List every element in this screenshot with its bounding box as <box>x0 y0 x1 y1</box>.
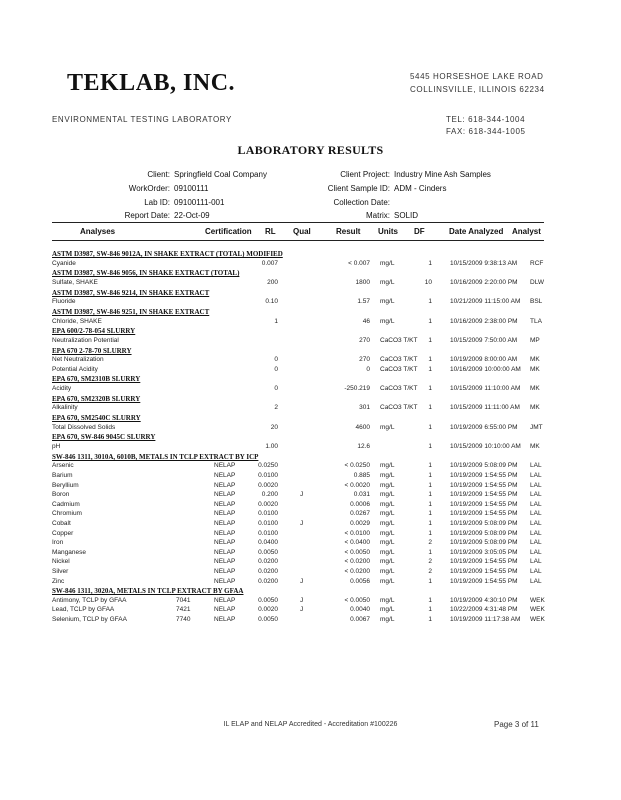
cell-analyte: Selenium, TCLP by GFAA <box>52 616 127 623</box>
cell-analyte: Boron <box>52 491 70 499</box>
section-title: EPA 670, SM2540C SLURRY <box>52 414 141 422</box>
cell-rl: 0.0020 <box>258 481 278 489</box>
cell-analyte: Acidity <box>52 385 72 393</box>
cell-analyte: Beryllium <box>52 481 79 489</box>
cell-rl: 0.0050 <box>258 548 278 556</box>
cell-result: 0.031 <box>353 491 370 499</box>
cell-rl: 20 <box>270 423 278 431</box>
cell-df: 1 <box>428 596 432 604</box>
cell-analyst: WEK <box>530 606 545 614</box>
cell-qual: J <box>300 577 304 585</box>
cell-date: 10/19/2009 1:54:55 PM <box>450 500 518 508</box>
cell-date: 10/19/2009 4:30:10 PM <box>450 596 518 604</box>
result-row <box>52 501 544 511</box>
cell-result: < 0.0020 <box>344 481 370 489</box>
sample-id-value: ADM - Cinders <box>394 184 447 193</box>
cell-rl: 0.0100 <box>258 519 278 527</box>
cell-cert: NELAP <box>214 491 236 499</box>
result-row <box>52 443 544 453</box>
cell-df: 1 <box>428 491 432 499</box>
cell-cert: NELAP <box>214 616 236 623</box>
section-title: EPA 600/2-78-054 SLURRY <box>52 327 136 336</box>
result-row <box>52 385 544 395</box>
cell-units: mg/L <box>380 298 395 306</box>
result-row <box>52 520 544 530</box>
cell-result: < 0.0050 <box>344 596 370 604</box>
report-date-value: 22-Oct-09 <box>174 211 210 220</box>
cell-analyst: LAL <box>530 500 542 508</box>
cell-units: mg/L <box>380 616 395 623</box>
cell-result: < 0.0250 <box>344 462 370 470</box>
result-row <box>52 568 544 578</box>
cell-rl: 0.200 <box>261 491 278 499</box>
result-row <box>52 597 544 607</box>
col-qual: Qual <box>293 227 311 236</box>
header-top-rule <box>52 222 544 223</box>
cell-cert: NELAP <box>214 462 236 470</box>
result-row <box>52 318 544 328</box>
cell-result: 0.0006 <box>350 500 370 508</box>
cell-units: mg/L <box>380 279 395 286</box>
cell-result: -250.219 <box>344 385 370 393</box>
cell-analyst: MK <box>530 443 540 450</box>
cell-cert: NELAP <box>214 500 236 508</box>
cell-analyte: Alkalinity <box>52 404 78 412</box>
cell-df: 1 <box>428 548 432 556</box>
cell-result: 0.0040 <box>350 606 370 614</box>
cell-df: 1 <box>428 336 432 344</box>
result-row <box>52 558 544 568</box>
cell-rl: 0.0200 <box>258 577 278 585</box>
cell-analyst: LAL <box>530 491 542 499</box>
cell-date: 10/19/2009 1:54:55 PM <box>450 471 518 479</box>
cell-result: < 0.007 <box>348 259 370 267</box>
cell-units: CaCO3 T/KT <box>380 404 418 412</box>
cell-qual: J <box>300 606 304 614</box>
labid-label: Lab ID: <box>144 198 170 207</box>
cell-analyst: MK <box>530 365 540 373</box>
cell-analyte: Cyanide <box>52 259 76 267</box>
cell-rl: 0.0400 <box>258 539 278 547</box>
cell-analyte: pH <box>52 443 61 450</box>
cell-result: 0.0267 <box>350 510 370 518</box>
cell-df: 1 <box>428 606 432 614</box>
cell-result: 270 <box>359 336 370 344</box>
cell-analyte: Cadmium <box>52 500 80 508</box>
cell-df: 1 <box>428 616 432 623</box>
cell-analyst: LAL <box>530 567 542 575</box>
result-row <box>52 366 544 376</box>
cell-rl: 0 <box>274 365 278 373</box>
cell-analyst: JMT <box>530 423 543 431</box>
section-title: ASTM D3987, SW-846 9012A, IN SHAKE EXTRACT (TOTAL) MODIFIED <box>52 250 283 258</box>
cell-date: 10/16/2009 2:38:00 PM <box>450 317 518 325</box>
section-title: EPA 670 2-78-70 SLURRY <box>52 346 132 355</box>
cell-result: < 0.0100 <box>344 529 370 537</box>
cell-units: mg/L <box>380 510 395 518</box>
cell-qual: J <box>300 596 304 604</box>
cell-cert: NELAP <box>214 539 236 547</box>
cell-rl: 0.10 <box>265 298 278 306</box>
col-rl: RL <box>265 227 276 236</box>
cell-units: mg/L <box>380 577 395 585</box>
cell-analyte: Antimony, TCLP by GFAA <box>52 596 127 604</box>
result-row <box>52 510 544 520</box>
cell-units: CaCO3 T/KT <box>380 356 418 364</box>
cell-result: < 0.0200 <box>344 567 370 575</box>
cell-rl: 2 <box>274 404 278 412</box>
cell-units: mg/L <box>380 567 395 575</box>
cell-date: 10/19/2009 5:08:09 PM <box>450 462 518 470</box>
cell-cert: NELAP <box>214 606 236 614</box>
col-df: DF <box>414 227 425 236</box>
company-address-line2: COLLINSVILLE, ILLINOIS 62234 <box>410 85 545 94</box>
cell-units: mg/L <box>380 558 395 566</box>
cell-analyte: Iron <box>52 539 64 547</box>
cell-result: 0.0067 <box>350 616 370 623</box>
cell-date: 10/19/2009 1:54:55 PM <box>450 481 518 489</box>
cell-df: 1 <box>428 481 432 489</box>
cell-date: 10/15/2009 9:38:13 AM <box>450 259 518 267</box>
cell-df: 10 <box>424 279 432 286</box>
cell-rl: 0.0200 <box>258 567 278 575</box>
company-address-line1: 5445 HORSESHOE LAKE ROAD <box>410 72 544 81</box>
cell-df: 1 <box>428 577 432 585</box>
cell-analyte: Nickel <box>52 558 70 566</box>
result-row <box>52 549 544 559</box>
cell-date: 10/19/2009 8:00:00 AM <box>450 356 518 364</box>
cell-df: 1 <box>428 404 432 412</box>
cell-cert: NELAP <box>214 519 236 527</box>
cell-qual: J <box>300 491 304 499</box>
cell-df: 1 <box>428 519 432 527</box>
cell-analyte: Neutralization Potential <box>52 336 119 344</box>
cell-rl: 0.0250 <box>258 462 278 470</box>
cell-date: 10/19/2009 1:54:55 PM <box>450 510 518 518</box>
header-bottom-rule <box>52 240 544 241</box>
cell-analyte: Cobalt <box>52 519 71 527</box>
cell-qual: J <box>300 519 304 527</box>
cell-analyte: Lead, TCLP by GFAA <box>52 606 115 614</box>
cell-df: 1 <box>428 356 432 364</box>
cell-rl: 0 <box>274 356 278 364</box>
cell-analyst: LAL <box>530 529 542 537</box>
cell-df: 2 <box>428 567 432 575</box>
cell-cert: NELAP <box>214 471 236 479</box>
company-fax: FAX: 618-344-1005 <box>446 127 526 136</box>
cell-units: CaCO3 T/KT <box>380 385 418 393</box>
cell-analyst: LAL <box>530 548 542 556</box>
cell-df: 1 <box>428 259 432 267</box>
cell-analyst: MP <box>530 336 540 344</box>
result-row <box>52 424 544 434</box>
cell-units: mg/L <box>380 606 395 614</box>
project-value: Industry Mine Ash Samples <box>394 170 491 179</box>
col-units: Units <box>378 227 398 236</box>
cell-date: 10/19/2009 3:05:05 PM <box>450 548 518 556</box>
cell-units: mg/L <box>380 259 395 267</box>
cell-result: 1.57 <box>357 298 370 306</box>
cell-analyst: LAL <box>530 577 542 585</box>
cell-units: CaCO3 T/KT <box>380 365 418 373</box>
matrix-label: Matrix: <box>366 211 390 220</box>
collection-date-label: Collection Date: <box>333 198 390 207</box>
sample-id-label: Client Sample ID: <box>327 184 390 193</box>
result-row <box>52 260 544 270</box>
cell-date: 10/15/2009 11:10:00 AM <box>450 385 521 393</box>
cell-date: 10/19/2009 5:08:09 PM <box>450 529 518 537</box>
cell-analyte: Silver <box>52 567 69 575</box>
cell-date: 10/19/2009 1:54:55 PM <box>450 558 518 566</box>
cell-analyte: Fluoride <box>52 298 76 306</box>
cell-cert: NELAP <box>214 567 236 575</box>
cell-cert: NELAP <box>214 529 236 537</box>
cell-date: 10/19/2009 11:17:38 AM <box>450 616 521 623</box>
cell-analyst: LAL <box>530 481 542 489</box>
cell-cert: NELAP <box>214 510 236 518</box>
cell-df: 1 <box>428 317 432 325</box>
cell-analyte: Manganese <box>52 548 86 556</box>
result-row <box>52 482 544 492</box>
cell-cert: NELAP <box>214 577 236 585</box>
cell-cert: NELAP <box>214 548 236 556</box>
result-row <box>52 530 544 540</box>
cell-result: 12.6 <box>357 443 370 450</box>
cell-analyte: Net Neutralization <box>52 356 104 364</box>
cell-ext: 7740 <box>176 616 191 623</box>
cell-date: 10/16/2009 10:00:00 AM <box>450 365 521 373</box>
cell-date: 10/15/2009 7:50:00 AM <box>450 336 518 344</box>
cell-date: 10/15/2009 10:10:00 AM <box>450 443 521 450</box>
section-title: ASTM D3987, SW-846 9056, IN SHAKE EXTRACT (TOTAL) <box>52 269 240 278</box>
cell-units: mg/L <box>380 423 395 431</box>
cell-rl: 1 <box>274 317 278 325</box>
cell-rl: 0.0020 <box>258 606 278 614</box>
cell-rl: 0.0100 <box>258 529 278 537</box>
cell-units: mg/L <box>380 500 395 508</box>
cell-analyst: WEK <box>530 596 545 604</box>
cell-result: < 0.0050 <box>344 548 370 556</box>
cell-analyte: Chloride, SHAKE <box>52 317 102 325</box>
cell-cert: NELAP <box>214 596 236 604</box>
cell-analyte: Total Dissolved Solids <box>52 423 116 431</box>
cell-analyst: BSL <box>530 298 543 306</box>
cell-cert: NELAP <box>214 481 236 489</box>
cell-units: mg/L <box>380 471 395 479</box>
cell-units: mg/L <box>380 481 395 489</box>
section-title: ASTM D3987, SW-846 9251, IN SHAKE EXTRACT <box>52 307 210 316</box>
result-row <box>52 462 544 472</box>
cell-analyst: MK <box>530 356 540 364</box>
cell-df: 1 <box>428 385 432 393</box>
cell-df: 1 <box>428 462 432 470</box>
cell-rl: 0.0100 <box>258 471 278 479</box>
cell-result: 4600 <box>355 423 370 431</box>
result-row <box>52 539 544 549</box>
cell-df: 1 <box>428 443 432 450</box>
cell-result: 301 <box>359 404 370 412</box>
workorder-value: 09100111 <box>174 184 209 193</box>
cell-analyst: LAL <box>530 539 542 547</box>
cell-date: 10/19/2009 1:54:55 PM <box>450 577 518 585</box>
cell-analyte: Sulfate, SHAKE <box>52 279 98 286</box>
report-date-label: Report Date: <box>124 211 170 220</box>
cell-units: mg/L <box>380 317 395 325</box>
result-row <box>52 356 544 366</box>
cell-analyst: MK <box>530 404 540 412</box>
cell-analyte: Copper <box>52 529 74 537</box>
cell-analyst: LAL <box>530 558 542 566</box>
cell-analyst: LAL <box>530 471 542 479</box>
cell-rl: 0.0200 <box>258 558 278 566</box>
cell-analyst: WEK <box>530 616 545 623</box>
workorder-label: WorkOrder: <box>128 184 170 193</box>
cell-result: 46 <box>362 317 370 325</box>
cell-date: 10/22/2009 4:31:48 PM <box>450 606 518 614</box>
cell-analyst: RCF <box>530 259 544 267</box>
cell-analyst: LAL <box>530 519 542 527</box>
cell-date: 10/21/2009 11:15:00 AM <box>450 298 521 306</box>
cell-cert: NELAP <box>214 558 236 566</box>
cell-analyte: Arsenic <box>52 462 74 470</box>
col-analyses: Analyses <box>80 227 116 236</box>
cell-df: 1 <box>428 510 432 518</box>
cell-analyst: DLW <box>530 279 544 286</box>
cell-result: 0.0056 <box>350 577 370 585</box>
project-label: Client Project: <box>340 170 390 179</box>
cell-rl: 0.0050 <box>258 616 278 623</box>
cell-units: mg/L <box>380 529 395 537</box>
accreditation-note: IL ELAP and NELAP Accredited - Accreditation #100226 <box>223 721 398 728</box>
section-title: EPA 670, SM2320B SLURRY <box>52 394 141 403</box>
cell-rl: 0.0100 <box>258 510 278 518</box>
cell-date: 10/19/2009 5:08:09 PM <box>450 519 518 527</box>
cell-result: < 0.0200 <box>344 558 370 566</box>
cell-ext: 7041 <box>176 596 191 604</box>
cell-rl: 0.007 <box>261 259 278 267</box>
section-title: ASTM D3987, SW-846 9214, IN SHAKE EXTRACT <box>52 288 210 297</box>
cell-df: 1 <box>428 423 432 431</box>
cell-units: mg/L <box>380 539 395 547</box>
labid-value: 09100111-001 <box>174 198 225 207</box>
cell-df: 1 <box>428 500 432 508</box>
result-row <box>52 298 544 308</box>
cell-date: 10/19/2009 1:54:55 PM <box>450 567 518 575</box>
cell-rl: 0 <box>274 385 278 393</box>
cell-analyte: Potential Acidity <box>52 365 98 373</box>
cell-analyte: Zinc <box>52 577 65 585</box>
cell-df: 1 <box>428 529 432 537</box>
result-row <box>52 472 544 482</box>
cell-df: 1 <box>428 365 432 373</box>
cell-units: CaCO3 T/KT <box>380 336 418 344</box>
matrix-value: SOLID <box>394 211 419 220</box>
cell-result: 1800 <box>355 279 370 286</box>
result-row <box>52 578 544 588</box>
col-certification: Certification <box>205 227 252 236</box>
result-row <box>52 279 544 289</box>
cell-ext: 7421 <box>176 606 191 614</box>
cell-rl: 0.0050 <box>258 596 278 604</box>
cell-df: 1 <box>428 298 432 306</box>
result-row <box>52 337 544 347</box>
cell-date: 10/19/2009 6:55:00 PM <box>450 423 518 431</box>
cell-result: 0.0029 <box>350 519 370 527</box>
page-number: Page 3 of 11 <box>494 720 539 729</box>
cell-rl: 200 <box>267 279 278 286</box>
cell-result: < 0.0400 <box>344 539 370 547</box>
col-result: Result <box>336 227 361 236</box>
department-name: ENVIRONMENTAL TESTING LABORATORY <box>52 115 232 124</box>
cell-units: mg/L <box>380 462 395 470</box>
result-row <box>52 616 544 626</box>
cell-analyst: MK <box>530 385 540 393</box>
cell-analyst: TLA <box>530 317 542 325</box>
section-title: EPA 670, SM2310B SLURRY <box>52 375 141 384</box>
cell-rl: 0.0020 <box>258 500 278 508</box>
cell-date: 10/19/2009 5:08:09 PM <box>450 539 518 547</box>
result-row <box>52 491 544 501</box>
cell-analyte: Barium <box>52 471 73 479</box>
client-value: Springfield Coal Company <box>174 170 267 179</box>
section-title: SW-846 1311, 3020A, METALS IN TCLP EXTRACT BY GFAA <box>52 587 244 596</box>
company-tel: TEL: 618-344-1004 <box>446 115 526 124</box>
cell-df: 1 <box>428 471 432 479</box>
col-analyst: Analyst <box>512 227 541 236</box>
col-date-analyzed: Date Analyzed <box>449 227 504 236</box>
result-row <box>52 404 544 414</box>
report-title: LABORATORY RESULTS <box>237 143 384 157</box>
company-name: TEKLAB, INC. <box>67 70 236 96</box>
cell-date: 10/16/2009 2:20:00 PM <box>450 279 518 286</box>
cell-units: mg/L <box>380 519 395 527</box>
cell-result: 270 <box>359 356 370 364</box>
cell-df: 2 <box>428 539 432 547</box>
cell-analyte: Chromium <box>52 510 82 518</box>
section-title: SW-846 1311, 3010A, 6010B, METALS IN TCLP EXTRACT BY ICP <box>52 452 259 461</box>
cell-df: 2 <box>428 558 432 566</box>
cell-units: mg/L <box>380 596 395 604</box>
cell-units: mg/L <box>380 491 395 499</box>
result-row <box>52 606 544 616</box>
cell-result: 0 <box>366 365 370 373</box>
cell-result: 0.885 <box>353 471 370 479</box>
cell-date: 10/19/2009 1:54:55 PM <box>450 491 518 499</box>
cell-analyst: LAL <box>530 510 542 518</box>
cell-date: 10/15/2009 11:11:00 AM <box>450 404 520 412</box>
cell-analyst: LAL <box>530 462 542 470</box>
cell-units: mg/L <box>380 548 395 556</box>
client-label: Client: <box>147 170 170 179</box>
cell-rl: 1.00 <box>265 443 278 450</box>
section-title: EPA 670, SW-846 9045C SLURRY <box>52 433 156 442</box>
